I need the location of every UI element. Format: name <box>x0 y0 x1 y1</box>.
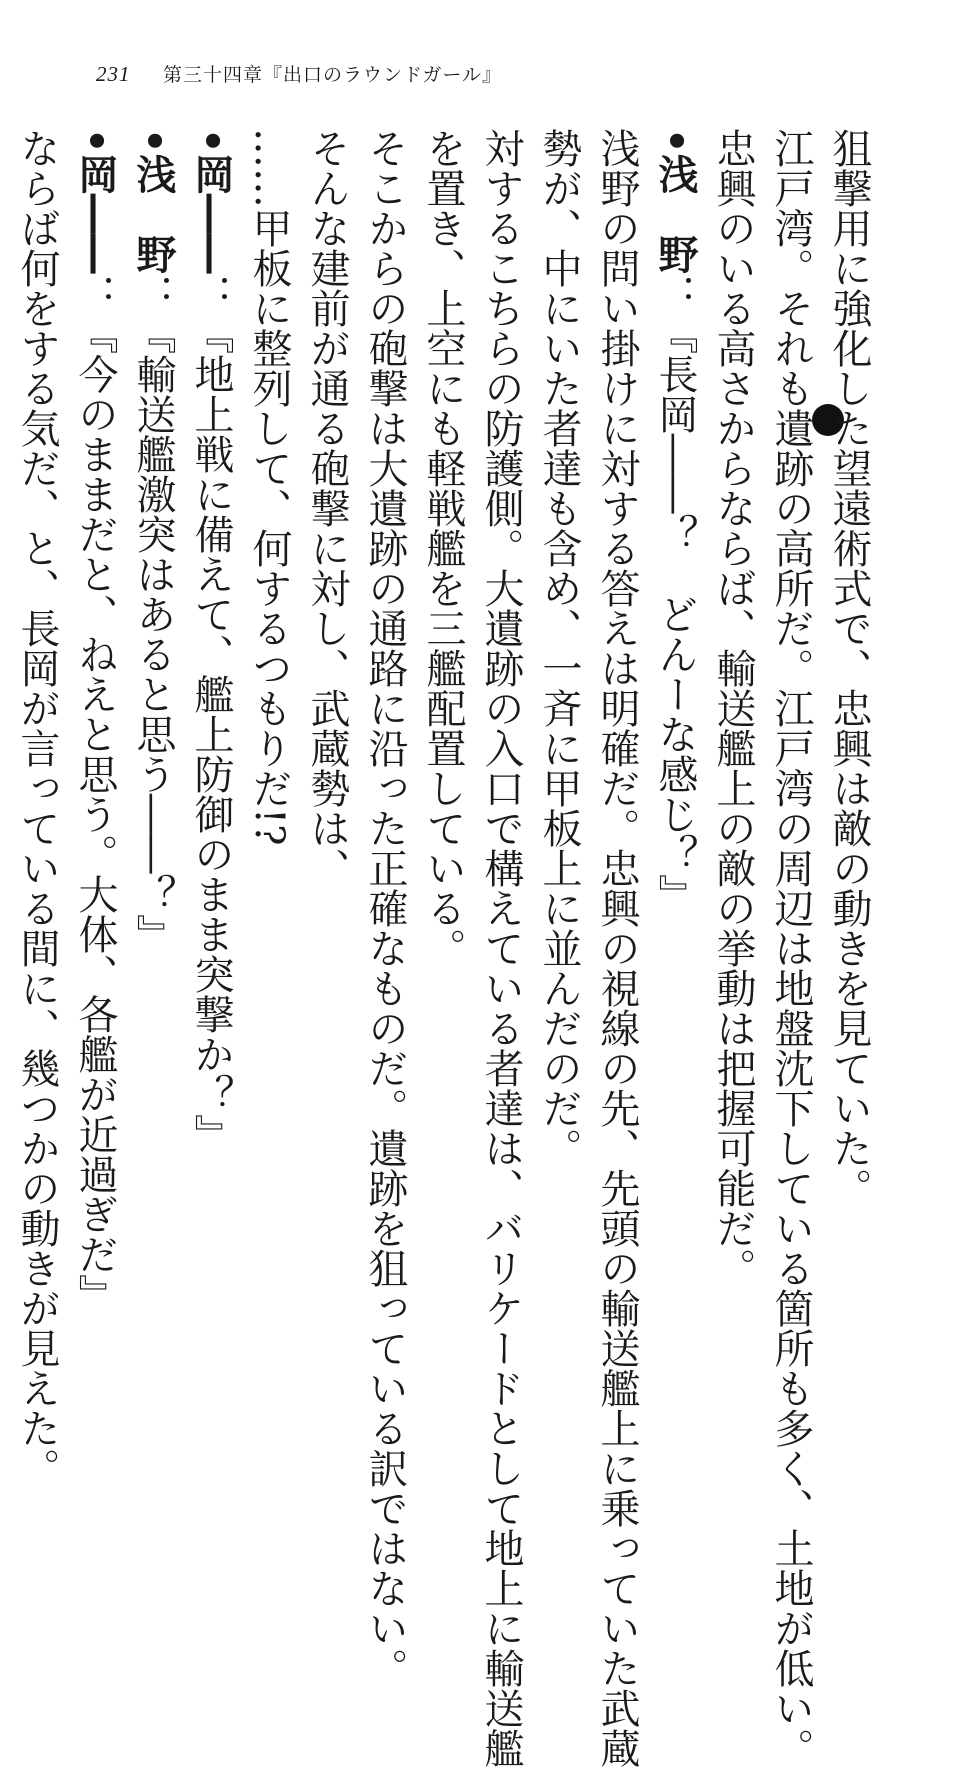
page-number: 231 <box>96 62 131 86</box>
text-line <box>820 128 878 1368</box>
text-line <box>704 128 762 1368</box>
line-text: ：『輸送艦激突はあると思う――？』 <box>130 273 176 954</box>
line-text: ……甲板に整列して、何するつもりだ!? <box>246 128 292 846</box>
text-line <box>8 128 66 1488</box>
speaker-label: •浅 野 <box>652 128 698 274</box>
line-text: 勢が、中にいた者達も含め、一斉に甲板上に並んだのだ。 <box>536 128 582 1168</box>
text-line <box>124 128 182 1368</box>
text-line <box>414 128 472 1368</box>
text-line <box>472 128 530 1768</box>
text-line <box>66 128 124 1368</box>
line-text: ：『地上戦に備えて、艦上防御のまま突撃か？』 <box>188 273 234 1154</box>
text-line <box>356 128 414 1688</box>
line-text: 対するこちらの防護側。大遺跡の入口で構えている者達は、バリケードとして地上に輸送艦 <box>478 128 524 1768</box>
text-line <box>240 128 298 1368</box>
line-text: 狙撃用に強化した望遠術式で、忠興は敵の動きを見ていた。 <box>826 128 872 1208</box>
text-line <box>646 128 704 1368</box>
text-line <box>298 128 356 1368</box>
line-text: 江戸湾。それも遺跡の高所だ。江戸湾の周辺は地盤沈下している箇所も多く、土地が低い。 <box>768 128 814 1768</box>
line-text: を置き、上空にも軽戦艦を三艦配置している。 <box>420 128 466 968</box>
line-text: ：『長岡――？ どんーな感じ？』 <box>652 273 698 914</box>
text-line <box>588 128 646 1768</box>
speaker-label: •浅 野 <box>130 128 176 274</box>
line-text: 浅野の問い掛けに対する答えは明確だ。忠興の視線の先、先頭の輸送艦上に乗っていた武蔵 <box>594 128 640 1768</box>
speaker-label: •岡―― <box>72 128 118 274</box>
line-text: そんな建前が通る砲撃に対し、武蔵勢は、 <box>304 128 350 888</box>
text-line <box>530 128 588 1368</box>
text-line <box>182 128 240 1368</box>
line-text: そこからの砲撃は大遺跡の通路に沿った正確なものだ。遺跡を狙っている訳ではない。 <box>362 128 408 1688</box>
body-text <box>14 128 878 1768</box>
chapter-title: 第三十四章『出口のラウンドガール』 <box>163 64 503 86</box>
line-text: ：『今のままだと、ねえと思う。大体、各艦が近過ぎだ』 <box>72 273 118 1314</box>
line-text: ならば何をする気だ、と、長岡が言っている間に、幾つかの動きが見えた。 <box>14 128 60 1488</box>
text-line <box>762 128 820 1768</box>
speaker-label: •岡―― <box>188 128 234 274</box>
line-text: 忠興のいる高さからならば、輸送艦上の敵の挙動は把握可能だ。 <box>710 128 756 1288</box>
